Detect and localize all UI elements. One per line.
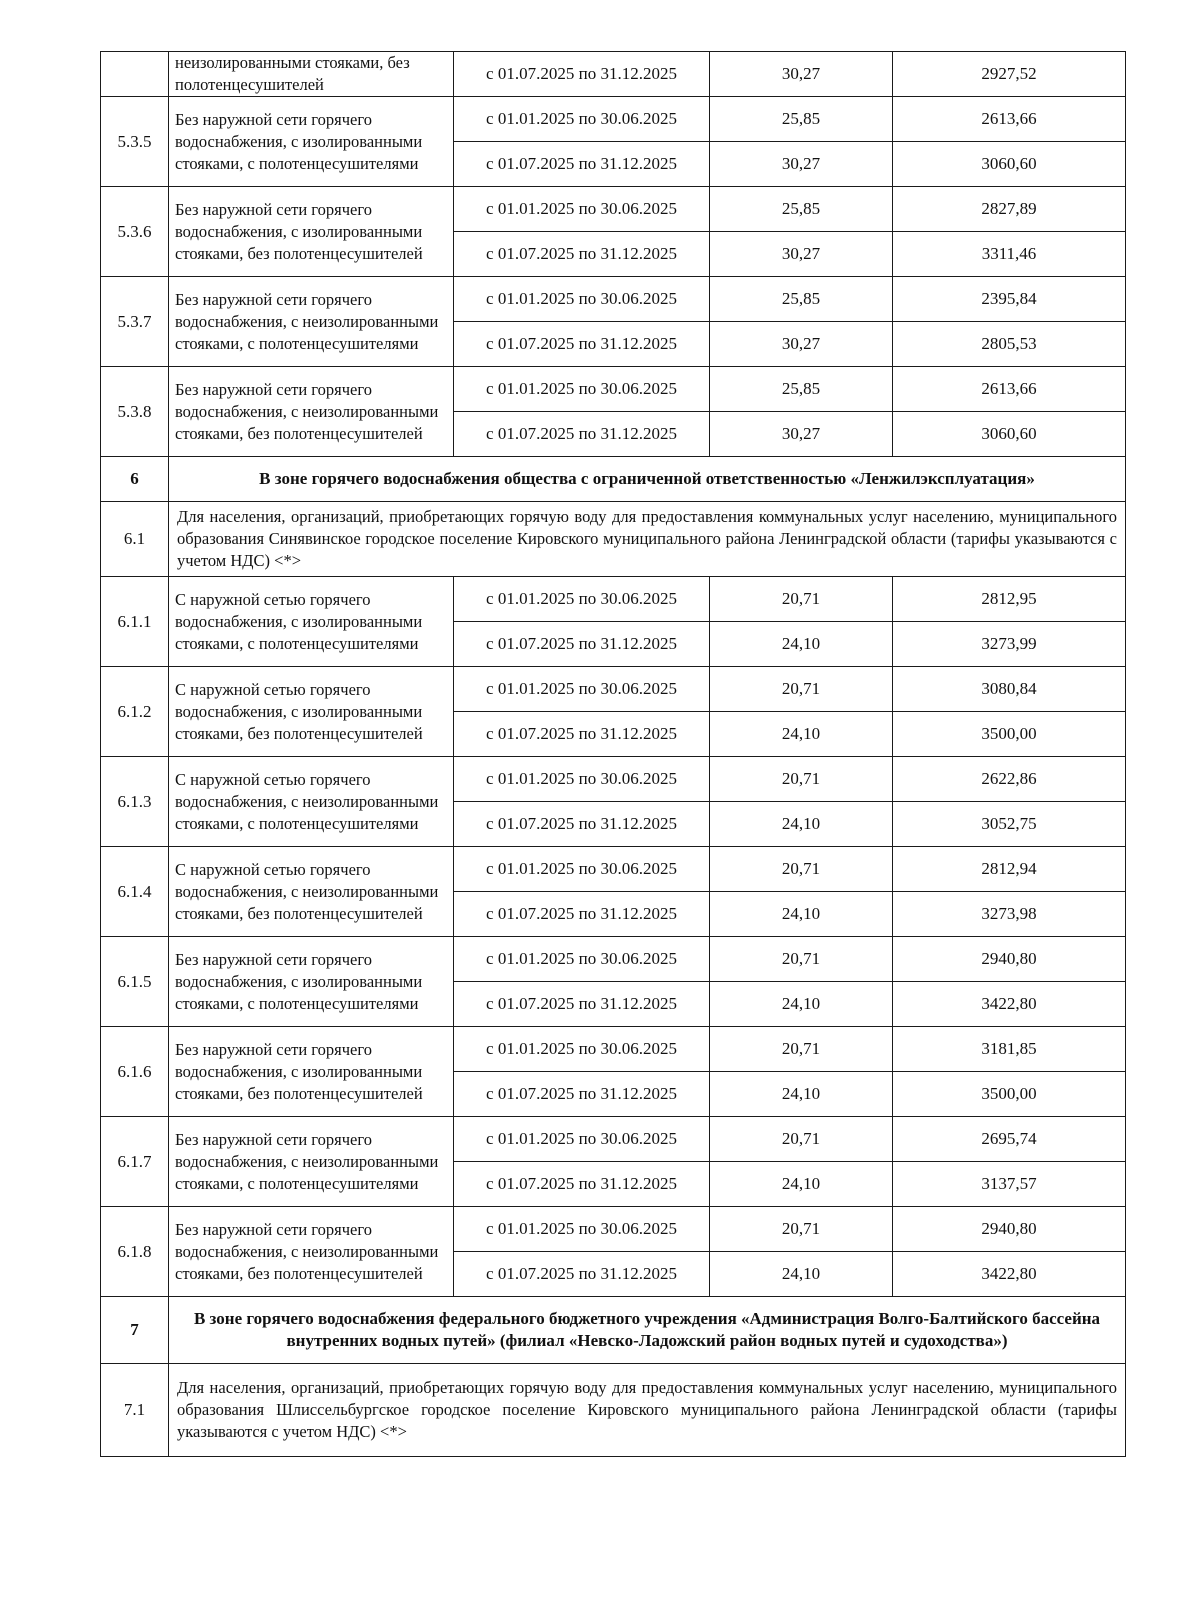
component-value-cell: 20,71 xyxy=(710,1117,893,1162)
subsection-description: Для населения, организаций, приобретающих горячую воду для предоставления коммунальных услуг населению, муниципального образования Шлиссельбургское городское поселение Кировского муниципального района Ленинградской области (тарифы указываются с учетом НДС) <*> xyxy=(169,1364,1126,1457)
period-cell: с 01.07.2025 по 31.12.2025 xyxy=(454,142,710,187)
tariff-value-cell: 3273,98 xyxy=(893,892,1126,937)
table-row xyxy=(101,577,1126,622)
row-description: Без наружной сети горячего водоснабжения, с изолированными стояками, с полотенцесушителями xyxy=(169,937,454,1027)
section-header-row xyxy=(101,457,1126,502)
period-cell: с 01.07.2025 по 31.12.2025 xyxy=(454,892,710,937)
period-cell: с 01.07.2025 по 31.12.2025 xyxy=(454,322,710,367)
row-number: 5.3.5 xyxy=(101,97,169,187)
tariff-value-cell: 3181,85 xyxy=(893,1027,1126,1072)
component-value-cell: 24,10 xyxy=(710,892,893,937)
row-number: 6.1.8 xyxy=(101,1207,169,1297)
tariff-value-cell: 2927,52 xyxy=(893,52,1126,97)
subsection-row xyxy=(101,502,1126,577)
tariff-value-cell: 2812,94 xyxy=(893,847,1126,892)
section-number: 7 xyxy=(101,1297,169,1364)
section-number: 6 xyxy=(101,457,169,502)
tariff-value-cell: 2827,89 xyxy=(893,187,1126,232)
tariff-value-cell: 2622,86 xyxy=(893,757,1126,802)
component-value-cell: 20,71 xyxy=(710,577,893,622)
tariff-value-cell: 3052,75 xyxy=(893,802,1126,847)
row-description: неизолированными стояками, без полотенцесушителей xyxy=(169,52,454,97)
row-number: 5.3.7 xyxy=(101,277,169,367)
tariff-value-cell: 2613,66 xyxy=(893,367,1126,412)
tariff-value-cell: 3311,46 xyxy=(893,232,1126,277)
component-value-cell: 24,10 xyxy=(710,1162,893,1207)
row-description: С наружной сетью горячего водоснабжения, с изолированными стояками, без полотенцесушителей xyxy=(169,667,454,757)
row-description: С наружной сетью горячего водоснабжения, с неизолированными стояками, с полотенцесушителями xyxy=(169,757,454,847)
tariff-value-cell: 2940,80 xyxy=(893,937,1126,982)
component-value-cell: 30,27 xyxy=(710,52,893,97)
section-title: В зоне горячего водоснабжения федерального бюджетного учреждения «Администрация Волго-Балтийского бассейна внутренних водных путей» (филиал «Невско-Ладожский район водных путей и судоходства») xyxy=(169,1297,1126,1364)
table-row xyxy=(101,97,1126,142)
row-description: С наружной сетью горячего водоснабжения, с неизолированными стояками, без полотенцесушителей xyxy=(169,847,454,937)
tariff-value-cell: 3273,99 xyxy=(893,622,1126,667)
component-value-cell: 24,10 xyxy=(710,712,893,757)
tariff-value-cell: 3137,57 xyxy=(893,1162,1126,1207)
table-row xyxy=(101,847,1126,892)
component-value-cell: 20,71 xyxy=(710,1027,893,1072)
period-cell: с 01.07.2025 по 31.12.2025 xyxy=(454,1252,710,1297)
period-cell: с 01.07.2025 по 31.12.2025 xyxy=(454,232,710,277)
row-number: 6.1.2 xyxy=(101,667,169,757)
row-number: 5.3.6 xyxy=(101,187,169,277)
component-value-cell: 24,10 xyxy=(710,622,893,667)
tariff-value-cell: 3060,60 xyxy=(893,142,1126,187)
component-value-cell: 30,27 xyxy=(710,142,893,187)
table-row xyxy=(101,757,1126,802)
row-number: 6.1.1 xyxy=(101,577,169,667)
period-cell: с 01.07.2025 по 31.12.2025 xyxy=(454,712,710,757)
tariff-value-cell: 3500,00 xyxy=(893,1072,1126,1117)
component-value-cell: 25,85 xyxy=(710,367,893,412)
period-cell: с 01.01.2025 по 30.06.2025 xyxy=(454,847,710,892)
period-cell: с 01.07.2025 по 31.12.2025 xyxy=(454,622,710,667)
period-cell: с 01.07.2025 по 31.12.2025 xyxy=(454,52,710,97)
table-row xyxy=(101,937,1126,982)
row-description: Без наружной сети горячего водоснабжения, с неизолированными стояками, без полотенцесушителей xyxy=(169,1207,454,1297)
table-row xyxy=(101,667,1126,712)
period-cell: с 01.01.2025 по 30.06.2025 xyxy=(454,937,710,982)
subsection-description: Для населения, организаций, приобретающих горячую воду для предоставления коммунальных услуг населению, муниципального образования Синявинское городское поселение Кировского муниципального района Ленинградской области (тарифы указываются с учетом НДС) <*> xyxy=(169,502,1126,577)
row-number: 6.1.7 xyxy=(101,1117,169,1207)
period-cell: с 01.01.2025 по 30.06.2025 xyxy=(454,1207,710,1252)
component-value-cell: 24,10 xyxy=(710,802,893,847)
period-cell: с 01.07.2025 по 31.12.2025 xyxy=(454,412,710,457)
table-row xyxy=(101,1027,1126,1072)
table-row xyxy=(101,187,1126,232)
period-cell: с 01.01.2025 по 30.06.2025 xyxy=(454,367,710,412)
component-value-cell: 30,27 xyxy=(710,232,893,277)
tariff-value-cell: 3080,84 xyxy=(893,667,1126,712)
period-cell: с 01.01.2025 по 30.06.2025 xyxy=(454,577,710,622)
component-value-cell: 25,85 xyxy=(710,97,893,142)
table-row xyxy=(101,1207,1126,1252)
row-number: 6.1.6 xyxy=(101,1027,169,1117)
component-value-cell: 30,27 xyxy=(710,322,893,367)
subsection-number: 6.1 xyxy=(101,502,169,577)
row-number: 6.1.5 xyxy=(101,937,169,1027)
document-page xyxy=(100,51,1125,1457)
period-cell: с 01.01.2025 по 30.06.2025 xyxy=(454,1027,710,1072)
table-row xyxy=(101,1117,1126,1162)
tariff-value-cell: 2812,95 xyxy=(893,577,1126,622)
row-description: Без наружной сети горячего водоснабжения, с изолированными стояками, без полотенцесушителей xyxy=(169,1027,454,1117)
subsection-row xyxy=(101,1364,1126,1457)
section-title: В зоне горячего водоснабжения общества с ограниченной ответственностью «Ленжилэксплуатация» xyxy=(169,457,1126,502)
component-value-cell: 20,71 xyxy=(710,847,893,892)
table-row xyxy=(101,367,1126,412)
period-cell: с 01.01.2025 по 30.06.2025 xyxy=(454,97,710,142)
row-description: Без наружной сети горячего водоснабжения, с изолированными стояками, без полотенцесушителей xyxy=(169,187,454,277)
row-description: Без наружной сети горячего водоснабжения, с неизолированными стояками, без полотенцесушителей xyxy=(169,367,454,457)
table-row-continuation xyxy=(101,52,1126,97)
period-cell: с 01.01.2025 по 30.06.2025 xyxy=(454,277,710,322)
period-cell: с 01.07.2025 по 31.12.2025 xyxy=(454,1072,710,1117)
tariff-value-cell: 3422,80 xyxy=(893,982,1126,1027)
section-header-row xyxy=(101,1297,1126,1364)
period-cell: с 01.01.2025 по 30.06.2025 xyxy=(454,187,710,232)
component-value-cell: 25,85 xyxy=(710,277,893,322)
row-number: 6.1.3 xyxy=(101,757,169,847)
row-description: С наружной сетью горячего водоснабжения, с изолированными стояками, с полотенцесушителями xyxy=(169,577,454,667)
component-value-cell: 25,85 xyxy=(710,187,893,232)
subsection-number: 7.1 xyxy=(101,1364,169,1457)
row-description: Без наружной сети горячего водоснабжения, с неизолированными стояками, с полотенцесушителями xyxy=(169,277,454,367)
component-value-cell: 24,10 xyxy=(710,1072,893,1117)
row-description: Без наружной сети горячего водоснабжения, с неизолированными стояками, с полотенцесушителями xyxy=(169,1117,454,1207)
period-cell: с 01.01.2025 по 30.06.2025 xyxy=(454,1117,710,1162)
tariff-table xyxy=(100,51,1126,1457)
component-value-cell: 20,71 xyxy=(710,1207,893,1252)
tariff-value-cell: 2695,74 xyxy=(893,1117,1126,1162)
component-value-cell: 24,10 xyxy=(710,982,893,1027)
component-value-cell: 24,10 xyxy=(710,1252,893,1297)
tariff-value-cell: 3422,80 xyxy=(893,1252,1126,1297)
component-value-cell: 20,71 xyxy=(710,937,893,982)
period-cell: с 01.07.2025 по 31.12.2025 xyxy=(454,802,710,847)
tariff-value-cell: 2940,80 xyxy=(893,1207,1126,1252)
tariff-value-cell: 2805,53 xyxy=(893,322,1126,367)
period-cell: с 01.01.2025 по 30.06.2025 xyxy=(454,667,710,712)
row-number-cell xyxy=(101,52,169,97)
tariff-value-cell: 3500,00 xyxy=(893,712,1126,757)
period-cell: с 01.01.2025 по 30.06.2025 xyxy=(454,757,710,802)
tariff-value-cell: 2613,66 xyxy=(893,97,1126,142)
tariff-value-cell: 3060,60 xyxy=(893,412,1126,457)
row-number: 6.1.4 xyxy=(101,847,169,937)
table-row xyxy=(101,277,1126,322)
period-cell: с 01.07.2025 по 31.12.2025 xyxy=(454,982,710,1027)
component-value-cell: 20,71 xyxy=(710,667,893,712)
row-description: Без наружной сети горячего водоснабжения, с изолированными стояками, с полотенцесушителями xyxy=(169,97,454,187)
component-value-cell: 20,71 xyxy=(710,757,893,802)
tariff-value-cell: 2395,84 xyxy=(893,277,1126,322)
period-cell: с 01.07.2025 по 31.12.2025 xyxy=(454,1162,710,1207)
component-value-cell: 30,27 xyxy=(710,412,893,457)
row-number: 5.3.8 xyxy=(101,367,169,457)
